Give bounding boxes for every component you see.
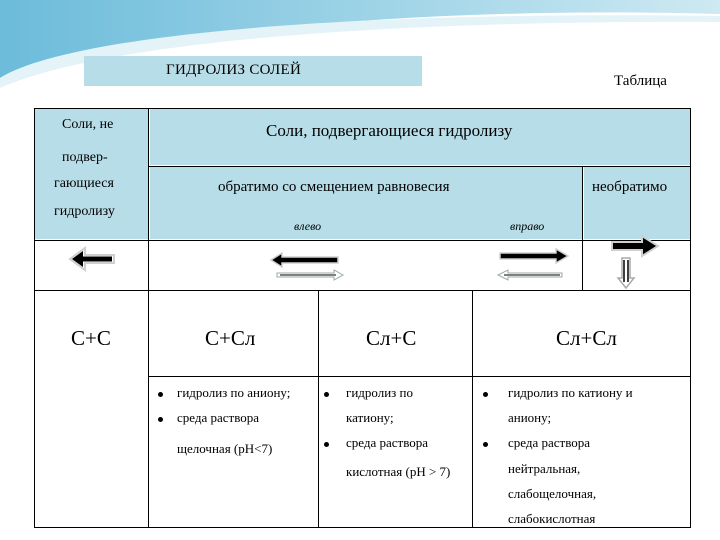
bullet bbox=[483, 442, 488, 447]
header-cell-irreversible bbox=[584, 167, 690, 239]
col1-title: С+С bbox=[71, 326, 111, 350]
bullet bbox=[324, 442, 329, 447]
irreversible-header: необратимо bbox=[592, 179, 668, 195]
col1-header-line1: Соли, не bbox=[62, 117, 114, 132]
list-item: среда раствора bbox=[508, 435, 591, 450]
list-item-cont: щелочная (рН<7) bbox=[177, 441, 273, 456]
bullet bbox=[158, 417, 163, 422]
left-label: влево bbox=[294, 219, 322, 233]
list-item: гидролиз по катиону и bbox=[508, 385, 633, 400]
list-item-cont: аниону; bbox=[508, 410, 552, 425]
col2-title: С+Сл bbox=[205, 326, 256, 350]
col3-title: Сл+С bbox=[366, 326, 417, 350]
table-label: Таблица bbox=[614, 73, 667, 89]
equilibrium-left-icon bbox=[268, 252, 346, 282]
bullet bbox=[158, 392, 163, 397]
right-label: вправо bbox=[510, 219, 545, 233]
main-header: Соли, подвергающиеся гидролизу bbox=[266, 121, 513, 140]
reversible-header: обратимо со смещением равновесия bbox=[218, 179, 450, 195]
title-box bbox=[84, 56, 422, 86]
list-item-cont: слабощелочная, bbox=[508, 486, 597, 501]
irreversible-arrows-icon bbox=[608, 234, 662, 290]
col1-header-line2: подвер- bbox=[62, 150, 108, 165]
equilibrium-right-icon bbox=[494, 248, 572, 282]
arrow-left-icon bbox=[68, 246, 116, 272]
col1-header-line3: гающиеся bbox=[54, 176, 114, 191]
list-item: среда раствора bbox=[177, 410, 260, 425]
page-title: ГИДРОЛИЗ СОЛЕЙ bbox=[166, 62, 302, 78]
list-item: гидролиз по bbox=[346, 385, 414, 400]
list-item: среда раствора bbox=[346, 435, 429, 450]
col4-title: Сл+Сл bbox=[556, 326, 617, 350]
list-item: гидролиз по аниону; bbox=[177, 385, 291, 400]
col1-header-line4: гидролизу bbox=[54, 204, 115, 219]
list-item-cont: кислотная (рН > 7) bbox=[346, 464, 451, 479]
list-item-cont: слабокислотная bbox=[508, 511, 596, 526]
bullet bbox=[483, 392, 488, 397]
list-item-cont: нейтральная, bbox=[508, 461, 581, 476]
list-item-cont: катиону; bbox=[346, 410, 394, 425]
bullet bbox=[324, 392, 329, 397]
